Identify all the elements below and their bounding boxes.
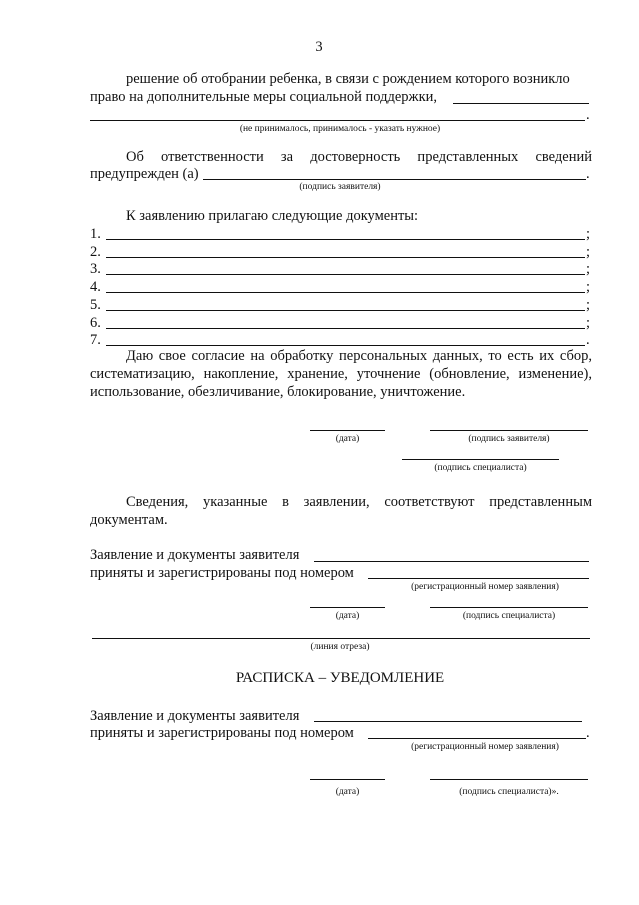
receipt-number-caption: (регистрационный номер заявления)	[411, 742, 559, 752]
decision-blank-2[interactable]	[90, 120, 585, 121]
document-item-number: 1.	[90, 226, 101, 242]
document-item-blank[interactable]	[106, 328, 585, 329]
consent-specialist-sign-caption: (подпись специалиста)	[434, 463, 527, 473]
document-item-end-mark: ;	[586, 244, 591, 260]
receipt-title: РАСПИСКА – УВЕДОМЛЕНИЕ	[235, 670, 445, 686]
receipt-line-2: приняты и зарегистрированы под номером	[90, 725, 354, 741]
receipt-sign-caption: (подпись специалиста)».	[459, 787, 559, 797]
registration-sign-caption: (подпись специалиста)	[462, 611, 556, 621]
verify-line-1: Сведения, указанные в заявлении, соответствуют представленным	[126, 494, 592, 510]
cut-line-caption: (линия отреза)	[310, 642, 370, 652]
responsibility-signature-blank[interactable]	[203, 179, 586, 180]
cut-line	[92, 638, 590, 639]
document-item-blank[interactable]	[106, 274, 585, 275]
registration-number-caption: (регистрационный номер заявления)	[411, 582, 559, 592]
consent-line-3: использование, обезличивание, блокирование, уничтожение.	[90, 384, 466, 400]
decision-caption: (не принималось, принималось - указать нужное)	[239, 124, 441, 134]
responsibility-line-2: предупрежден (а)	[90, 166, 199, 182]
document-item-number: 7.	[90, 332, 101, 348]
documents-heading: К заявлению прилагаю следующие документы:	[126, 208, 419, 224]
document-item-number: 3.	[90, 261, 101, 277]
consent-date-caption: (дата)	[335, 434, 360, 444]
document-item-blank[interactable]	[106, 257, 585, 258]
consent-date-blank[interactable]	[310, 430, 385, 431]
registration-number-blank[interactable]	[368, 578, 589, 579]
registration-line-1: Заявление и документы заявителя	[90, 547, 300, 563]
consent-line-1: Даю свое согласие на обработку персональных данных, то есть их сбор,	[126, 348, 592, 364]
decision-blank-1[interactable]	[453, 103, 589, 104]
registration-line-2: приняты и зарегистрированы под номером	[90, 565, 354, 581]
document-item-number: 5.	[90, 297, 101, 313]
receipt-line-1: Заявление и документы заявителя	[90, 708, 300, 724]
consent-line-2: систематизацию, накопление, хранение, уточнение (обновление, изменение),	[90, 366, 592, 382]
registration-date-blank[interactable]	[310, 607, 385, 608]
document-item-end-mark: ;	[586, 261, 591, 277]
receipt-end-mark: .	[586, 725, 590, 741]
document-item-blank[interactable]	[106, 239, 585, 240]
consent-applicant-sign-blank[interactable]	[430, 430, 588, 431]
document-item-end-mark: ;	[586, 279, 591, 295]
document-item-number: 4.	[90, 279, 101, 295]
consent-specialist-sign-blank[interactable]	[402, 459, 559, 460]
document-item-blank[interactable]	[106, 292, 585, 293]
receipt-blank-1[interactable]	[314, 721, 582, 722]
receipt-number-blank[interactable]	[368, 738, 586, 739]
document-item-end-mark: .	[586, 332, 590, 348]
registration-date-caption: (дата)	[335, 611, 360, 621]
decision-line-1: решение об отобрании ребенка, в связи с рождением которого возникло	[126, 71, 570, 87]
decision-line-2: право на дополнительные меры социальной поддержки,	[90, 89, 437, 105]
registration-sign-blank[interactable]	[430, 607, 588, 608]
decision-end-mark: .	[586, 107, 590, 123]
receipt-date-caption: (дата)	[335, 787, 360, 797]
verify-line-2: документам.	[90, 512, 168, 528]
responsibility-end-mark: .	[586, 166, 590, 182]
document-item-end-mark: ;	[586, 226, 591, 242]
document-item-end-mark: ;	[586, 297, 591, 313]
document-item-number: 2.	[90, 244, 101, 260]
document-item-number: 6.	[90, 315, 101, 331]
applicant-signature-caption: (подпись заявителя)	[299, 182, 381, 192]
responsibility-line-1: Об ответственности за достоверность представленных сведений	[126, 149, 592, 165]
document-item-blank[interactable]	[106, 310, 585, 311]
consent-applicant-sign-caption: (подпись заявителя)	[468, 434, 550, 444]
registration-blank-1[interactable]	[314, 561, 589, 562]
document-item-end-mark: ;	[586, 315, 591, 331]
receipt-sign-blank[interactable]	[430, 779, 588, 780]
document-item-blank[interactable]	[106, 345, 585, 346]
receipt-date-blank[interactable]	[310, 779, 385, 780]
page-number: 3	[315, 39, 323, 55]
